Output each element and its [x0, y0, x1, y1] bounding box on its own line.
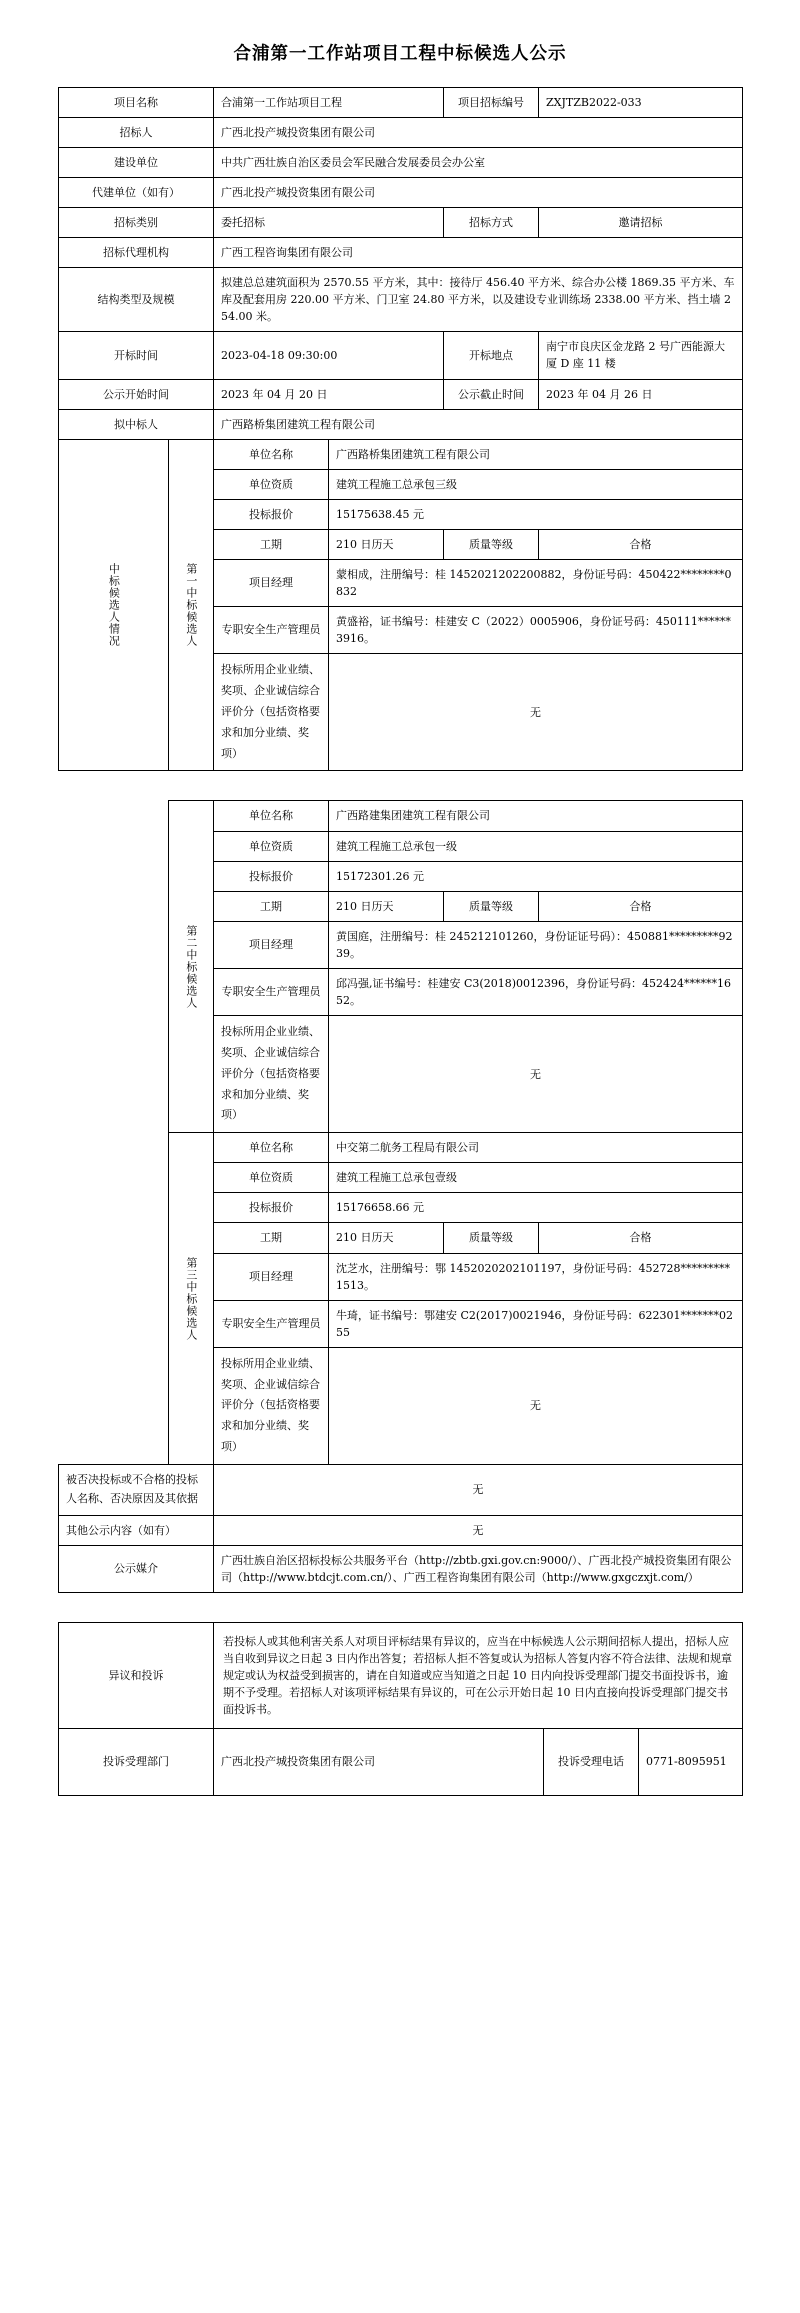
- tender-no-label: 项目招标编号: [444, 88, 539, 118]
- project-manager-label: 项目经理: [214, 1253, 329, 1300]
- performance-value-2: 无: [329, 1015, 743, 1132]
- candidate-rank-1-text: 第一中标候选人: [184, 563, 198, 648]
- construction-unit-value: 中共广西壮族自治区委员会军民融合发展委员会办公室: [214, 148, 743, 178]
- safety-officer-label: 专职安全生产管理员: [214, 968, 329, 1015]
- unit-name-value-3: 中交第二航务工程局有限公司: [329, 1133, 743, 1163]
- unit-qualification-label: 单位资质: [214, 469, 329, 499]
- performance-value-1: 无: [329, 653, 743, 770]
- candidate-value: 广西路桥集团建筑工程有限公司: [214, 409, 743, 439]
- situation-spacer: [59, 1133, 169, 1465]
- duration-value-1: 210 日历天: [329, 529, 444, 559]
- construction-unit-label: 建设单位: [59, 148, 214, 178]
- tenderer-label: 招标人: [59, 118, 214, 148]
- quality-label: 质量等级: [444, 1223, 539, 1253]
- quality-value-2: 合格: [539, 891, 743, 921]
- complaint-tel-label: 投诉受理电话: [544, 1728, 639, 1795]
- candidate-rank-1: [169, 439, 214, 771]
- page-title: 合浦第一工作站项目工程中标候选人公示: [233, 44, 567, 64]
- complaint-dept-label: 投诉受理部门: [59, 1728, 214, 1795]
- unit-name-value-2: 广西路建集团建筑工程有限公司: [329, 801, 743, 831]
- table-row: [59, 1622, 743, 1728]
- objection-value: 若投标人或其他利害关系人对项目评标结果有异议的，应当在中标候选人公示期间招标人提出，招标人应当自收到异议之日起 3 日内作出答复；若招标人拒不答复或认为招标人答复内容不符合法律、法规和规章规定或认为权益受到损害的，请在自知道或应当知道之日起 10 日内向投诉受理部门提交书面投诉书，逾期不予受理。若招标人对该项评标结果有异议的，可在公示开始日起 10 日内直接向投诉受理部门提交书面投诉书。: [214, 1622, 743, 1728]
- safety-officer-value-3: 牛琦，证书编号：鄂建安 C2(2017)0021946，身份证号码：622301*******0255: [329, 1300, 743, 1347]
- table-row: [59, 379, 743, 409]
- quality-value-3: 合格: [539, 1223, 743, 1253]
- candidate-rank-3: [169, 1133, 214, 1465]
- announcement-table-part3: [58, 1622, 743, 1796]
- quality-value-1: 合格: [539, 529, 743, 559]
- tender-type-label: 招标类别: [59, 208, 214, 238]
- announcement-table-part2: [58, 800, 743, 1592]
- table-row: [59, 208, 743, 238]
- table-row: [59, 1545, 743, 1592]
- candidate-rank-3-text: 第三中标候选人: [184, 1256, 198, 1341]
- bid-price-label: 投标报价: [214, 499, 329, 529]
- performance-label: 投标所用企业业绩、奖项、企业诚信综合评价分（包括资格要求和加分业绩、奖项）: [214, 1015, 329, 1132]
- agency-value: 广西工程咨询集团有限公司: [214, 238, 743, 268]
- tender-method-label: 招标方式: [444, 208, 539, 238]
- tender-method-value: 邀请招标: [539, 208, 743, 238]
- project-name-value: 合浦第一工作站项目工程: [214, 88, 444, 118]
- announcement-table-part1: [58, 87, 743, 771]
- table-row: [59, 1465, 743, 1515]
- quality-label: 质量等级: [444, 529, 539, 559]
- candidate-rank-2: [169, 801, 214, 1133]
- unit-name-label: 单位名称: [214, 439, 329, 469]
- unit-qualification-value-3: 建筑工程施工总承包壹级: [329, 1163, 743, 1193]
- table-row: [59, 178, 743, 208]
- safety-officer-label: 专职安全生产管理员: [214, 1300, 329, 1347]
- open-place-label: 开标地点: [444, 332, 539, 379]
- denied-value: 无: [214, 1465, 743, 1515]
- complaint-dept-value: 广西北投产城投资集团有限公司: [214, 1728, 544, 1795]
- table-gap-2: [58, 1593, 742, 1622]
- project-manager-label: 项目经理: [214, 921, 329, 968]
- performance-label: 投标所用企业业绩、奖项、企业诚信综合评价分（包括资格要求和加分业绩、奖项）: [214, 653, 329, 770]
- public-start-value: 2023 年 04 月 20 日: [214, 379, 444, 409]
- situation-spacer: [59, 801, 169, 1133]
- table-gap: [58, 771, 742, 800]
- public-start-label: 公示开始时间: [59, 379, 214, 409]
- complaint-tel-value: 0771-8095951: [639, 1728, 743, 1795]
- tender-type-value: 委托招标: [214, 208, 444, 238]
- project-manager-value-1: 蒙相成，注册编号：桂 1452021202200882，身份证号码：450422********0832: [329, 559, 743, 606]
- table-row: [59, 801, 743, 831]
- unit-qualification-value-1: 建筑工程施工总承包三级: [329, 469, 743, 499]
- table-row: [59, 268, 743, 332]
- candidate-rank-2-text: 第二中标候选人: [184, 924, 198, 1009]
- unit-name-label: 单位名称: [214, 801, 329, 831]
- unit-qualification-label: 单位资质: [214, 831, 329, 861]
- quality-label: 质量等级: [444, 891, 539, 921]
- unit-qualification-label: 单位资质: [214, 1163, 329, 1193]
- structure-value: 拟建总总建筑面积为 2570.55 平方米，其中：接待厅 456.40 平方米、综合办公楼 1869.35 平方米、车库及配套用房 220.00 平方米、门卫室 24.80 平方米，以及建设专业训练场 2338.00 平方米、挡土墙 254.00 米。: [214, 268, 743, 332]
- duration-value-2: 210 日历天: [329, 891, 444, 921]
- table-row: [59, 1133, 743, 1163]
- media-value: 广西壮族自治区招标投标公共服务平台（http://zbtb.gxi.gov.cn:9000/）、广西北投产城投资集团有限公司（http://www.btdcjt.com.cn/）、广西工程咨询集团有限公司（http://www.gxgczxjt.com/）: [214, 1545, 743, 1592]
- project-manager-value-3: 沈芝水，注册编号：鄂 1452020202101197，身份证号码：452728*********1513。: [329, 1253, 743, 1300]
- project-manager-value-2: 黄国庭，注册编号：桂 245212101260，身份证证号码）：450881*********9239。: [329, 921, 743, 968]
- open-place-value: 南宁市良庆区金龙路 2 号广西能源大厦 D 座 11 楼: [539, 332, 743, 379]
- table-row: [59, 332, 743, 379]
- denied-label: 被否决投标或不合格的投标人名称、否决原因及其依据: [59, 1465, 214, 1515]
- table-row: [59, 238, 743, 268]
- table-row: [59, 1728, 743, 1795]
- safety-officer-label: 专职安全生产管理员: [214, 606, 329, 653]
- duration-label: 工期: [214, 1223, 329, 1253]
- table-row: [59, 439, 743, 469]
- safety-officer-value-1: 黄盛裕，证书编号：桂建安 C（2022）0005906，身份证号码：450111******3916。: [329, 606, 743, 653]
- table-row: [59, 118, 743, 148]
- bid-price-label: 投标报价: [214, 1193, 329, 1223]
- public-end-value: 2023 年 04 月 26 日: [539, 379, 743, 409]
- duration-label: 工期: [214, 891, 329, 921]
- candidate-label: 拟中标人: [59, 409, 214, 439]
- bid-price-value-3: 15176658.66 元: [329, 1193, 743, 1223]
- duration-label: 工期: [214, 529, 329, 559]
- unit-name-label: 单位名称: [214, 1133, 329, 1163]
- table-row: [59, 148, 743, 178]
- safety-officer-value-2: 邱冯强,证书编号：桂建安 C3(2018)0012396，身份证号码：452424******1652。: [329, 968, 743, 1015]
- project-name-label: 项目名称: [59, 88, 214, 118]
- situation-label-text: 中标候选人情况: [107, 563, 121, 648]
- public-end-label: 公示截止时间: [444, 379, 539, 409]
- media-label: 公示媒介: [59, 1545, 214, 1592]
- unit-qualification-value-2: 建筑工程施工总承包一级: [329, 831, 743, 861]
- performance-value-3: 无: [329, 1347, 743, 1464]
- table-row: [59, 88, 743, 118]
- open-time-value: 2023-04-18 09:30:00: [214, 332, 444, 379]
- bid-price-value-1: 15175638.45 元: [329, 499, 743, 529]
- unit-name-value-1: 广西路桥集团建筑工程有限公司: [329, 439, 743, 469]
- agency-label: 招标代理机构: [59, 238, 214, 268]
- tender-no-value: ZXJTZB2022-033: [539, 88, 743, 118]
- open-time-label: 开标时间: [59, 332, 214, 379]
- tenderer-value: 广西北投产城投资集团有限公司: [214, 118, 743, 148]
- other-label: 其他公示内容（如有）: [59, 1515, 214, 1545]
- agent-build-value: 广西北投产城投资集团有限公司: [214, 178, 743, 208]
- table-row: [59, 1515, 743, 1545]
- objection-label: 异议和投诉: [59, 1622, 214, 1728]
- other-value: 无: [214, 1515, 743, 1545]
- duration-value-3: 210 日历天: [329, 1223, 444, 1253]
- agent-build-label: 代建单位（如有）: [59, 178, 214, 208]
- project-manager-label: 项目经理: [214, 559, 329, 606]
- performance-label: 投标所用企业业绩、奖项、企业诚信综合评价分（包括资格要求和加分业绩、奖项）: [214, 1347, 329, 1464]
- bid-price-value-2: 15172301.26 元: [329, 861, 743, 891]
- situation-label: [59, 439, 169, 771]
- table-row: [59, 409, 743, 439]
- bid-price-label: 投标报价: [214, 861, 329, 891]
- structure-label: 结构类型及规模: [59, 268, 214, 332]
